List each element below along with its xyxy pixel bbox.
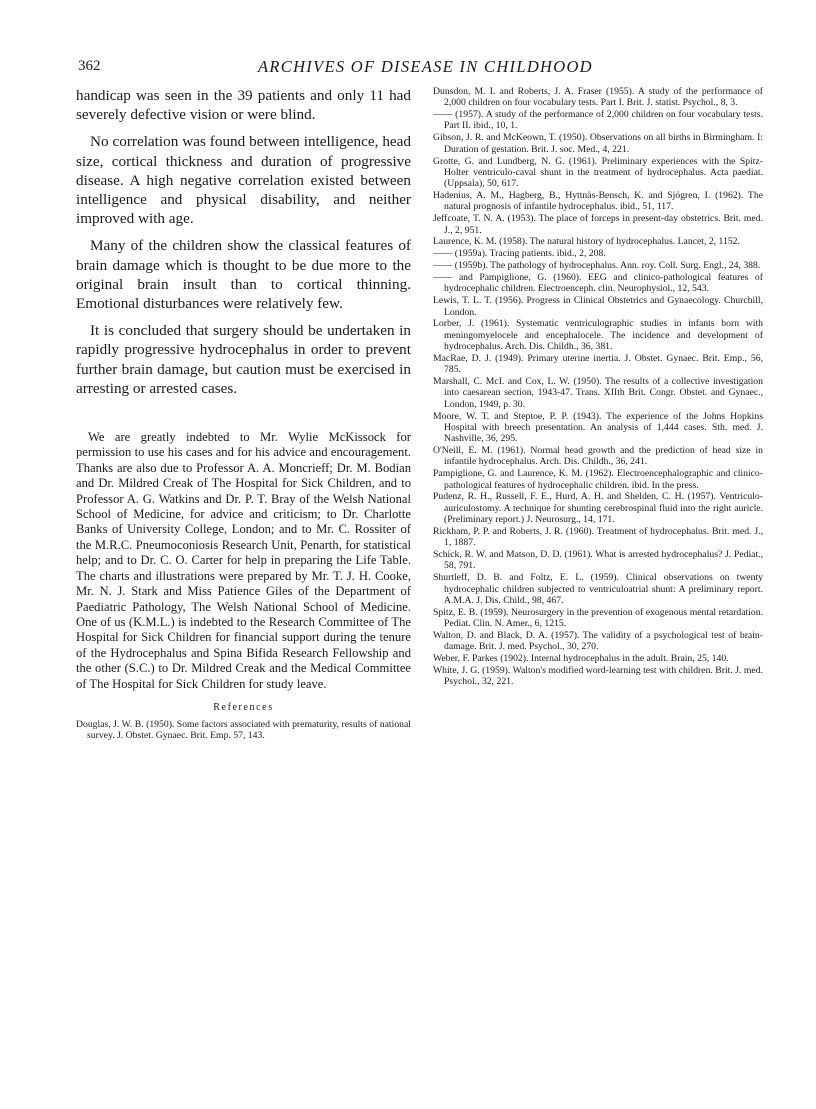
reference-item: Pudenz, R. H., Russell, F. E., Hurd, A. H. and Shelden, C. H. (1957). Ventriculo-auriculostomy. A technique for shunting cerebrospinal fluid into the right auricle. (Preliminary report.) J. Neurosurg., 14, 171. — [433, 491, 763, 526]
reference-item: Douglas, J. W. B. (1950). Some factors associated with prematurity, results of national survey. J. Obstet. Gynaec. Brit. Emp. 57, 143. — [76, 718, 411, 742]
reference-item: Hadenius, A. M., Hagberg, B., Hyttnäs-Bensch, K. and Sjögren, I. (1962). The natural prognosis of infantile hydrocephalus. ibid., 51, 117. — [433, 190, 763, 213]
acknowledgements: We are greatly indebted to Mr. Wylie McKissock for permission to use his cases and for his advice and encouragement. Thanks are also due to Professor A. A. Moncrieff; Dr. M. Bodian and Dr. Mildred Creak of The Hospital for Sick Children, and to Professor A. G. Watkins and Dr. P. T. Bray of the Welsh National School of Medicine, for advice and criticism; to Dr. Charlotte Banks of University College, London; and to Mr. C. Rossiter of the M.R.C. Pneumoconiosis Research Unit, Penarth, for statistical help; and to Dr. C. O. Carter for help in preparing the Life Table. The charts and illustrations were prepared by Mr. T. J. H. Cooke, Mr. N. J. Stark and Miss Patience Giles of the Department of Paediatric Pathology, The Welsh National School of Medicine. One of us (K.M.L.) is indebted to the Research Committee of The Hospital for Sick Children for financial support during the tenure of the Hydrocephalus and Spina Bifida Research Fellowship and the other (S.C.) to Dr. Mildred Creak and the Medical Committee of The Hospital for Sick Children for study leave. — [76, 430, 411, 691]
reference-item: Lorber, J. (1961). Systematic ventriculographic studies in infants born with meningomyelocele and encephalocele. The incidence and development of hydrocephalus. Arch. Dis. Childh., 36, 381. — [433, 318, 763, 353]
reference-item: White, J. G. (1959). Walton's modified word-learning test with children. Brit. J. med. Psychol., 32, 221. — [433, 665, 763, 688]
reference-item: Gibson, J. R. and McKeown, T. (1950). Observations on all births in Birmingham. I: Duration of gestation. Brit. J. soc. Med., 4, 221. — [433, 132, 763, 155]
reference-item: Moore, W. T. and Steptoe, P. P. (1943). The experience of the Johns Hopkins Hospital with breech presentation. An analysis of 1,444 cases. Sth. med. J. Nashville, 36, 295. — [433, 410, 763, 445]
page-header — [0, 58, 816, 82]
reference-item: —— (1959b). The pathology of hydrocephalus. Ann. roy. Coll. Surg. Engl., 24, 388. — [433, 260, 761, 272]
reference-item: Jeffcoate, T. N. A. (1953). The place of forceps in present-day obstetrics. Brit. med. J., 2, 951. — [433, 213, 763, 236]
reference-item: Rickham, P. P. and Roberts, J. R. (1960). Treatment of hydrocephalus. Brit. med. J., 1, 1887. — [433, 525, 763, 549]
reference-item: Marshall, C. McI. and Cox, L. W. (1950). The results of a collective investigation into caesarean section, 1943-47. Trans. XIIth Brit. Congr. Obstet. and Gynaec., London, 1949, p. 30. — [433, 376, 763, 410]
body-paragraph: No correlation was found between intelligence, head size, cortical thickness and duration of progressive disease. A high negative correlation existed between intelligence and physical disability, and neither improved with age. — [76, 133, 411, 228]
reference-item: Grotte, G. and Lundberg, N. G. (1961). Preliminary experiences with the Spitz-Holter ventriculo-caval shunt in the treatment of hydrocephalus. Acta paediat. (Uppsala), 50, 617. — [433, 155, 763, 190]
reference-item: —— and Pampiglione, G. (1960). EEG and clinico-pathological features of hydrocephalic children. Electroenceph. clin. Neurophysiol., 12, 543. — [433, 272, 763, 295]
references-heading: References — [213, 701, 274, 713]
reference-item: Pampiglione, G. and Laurence, K. M. (1962). Electroencephalographic and clinico-pathological features of hydrocephalic children. ibid. In the press. — [433, 468, 763, 491]
reference-item: Laurence, K. M. (1958). The natural history of hydrocephalus. Lancet, 2, 1152. — [433, 236, 740, 248]
references-list — [433, 86, 763, 688]
journal-title: ARCHIVES OF DISEASE IN CHILDHOOD — [258, 57, 593, 76]
reference-item: Walton, D. and Black, D. A. (1957). The validity of a psychological test of brain-damage. Brit. J. med. Psychol., 30, 270. — [433, 630, 763, 653]
body-paragraph: Many of the children show the classical features of brain damage which is thought to be due more to the original brain insult than to cortical thinning. Emotional disturbances were relatively few. — [76, 237, 411, 313]
reference-item: Schick, R. W. and Matson, D. D. (1961). What is arrested hydrocephalus? J. Pediat., 58, 791. — [433, 549, 763, 572]
reference-item: Lewis, T. L. T. (1956). Progress in Clinical Obstetrics and Gynaecology. Churchill, London. — [433, 295, 763, 318]
reference-item: Shurtleff, D. B. and Foltz, E. L. (1959). Clinical observations on twenty hydrocephalic children subjected to ventriculoatrial shunt: A preliminary report. A.M.A. J. Dis. Child., 98, 467. — [433, 572, 763, 606]
body-paragraph: handicap was seen in the 39 patients and only 11 had severely defective vision or were blind. — [76, 87, 411, 124]
reference-item: MacRae, D. J. (1949). Primary uterine inertia. J. Obstet. Gynaec. Brit. Emp., 56, 785. — [433, 352, 763, 376]
page-number: 362 — [78, 58, 101, 74]
reference-item: Dunsdon, M. I. and Roberts, J. A. Fraser (1955). A study of the performance of 2,000 children on four vocabulary tests. Part I. Brit. J. statist. Psychol., 8, 3. — [433, 86, 763, 109]
reference-item: O'Neill, E. M. (1961). Normal head growth and the prediction of head size in infantile hydrocephalus. Arch. Dis. Childh., 36, 241. — [433, 445, 763, 468]
reference-item: Weber, F. Parkes (1902). Internal hydrocephalus in the adult. Brain, 25, 140. — [433, 653, 729, 665]
body-paragraph: It is concluded that surgery should be undertaken in rapidly progressive hydrocephalus in order to prevent further brain damage, but caution must be exercised in arresting or arrested cases. — [76, 322, 411, 397]
reference-item: Spitz, E. B. (1959). Neurosurgery in the prevention of exogenous mental retardation. Pediat. Clin. N. Amer., 6, 1215. — [433, 606, 763, 630]
reference-item: —— (1959a). Tracing patients. ibid., 2, 208. — [433, 248, 606, 260]
left-column — [76, 86, 411, 742]
reference-item: —— (1957). A study of the performance of 2,000 children on four vocabulary tests. Part II. ibid., 10, 1. — [433, 109, 763, 132]
